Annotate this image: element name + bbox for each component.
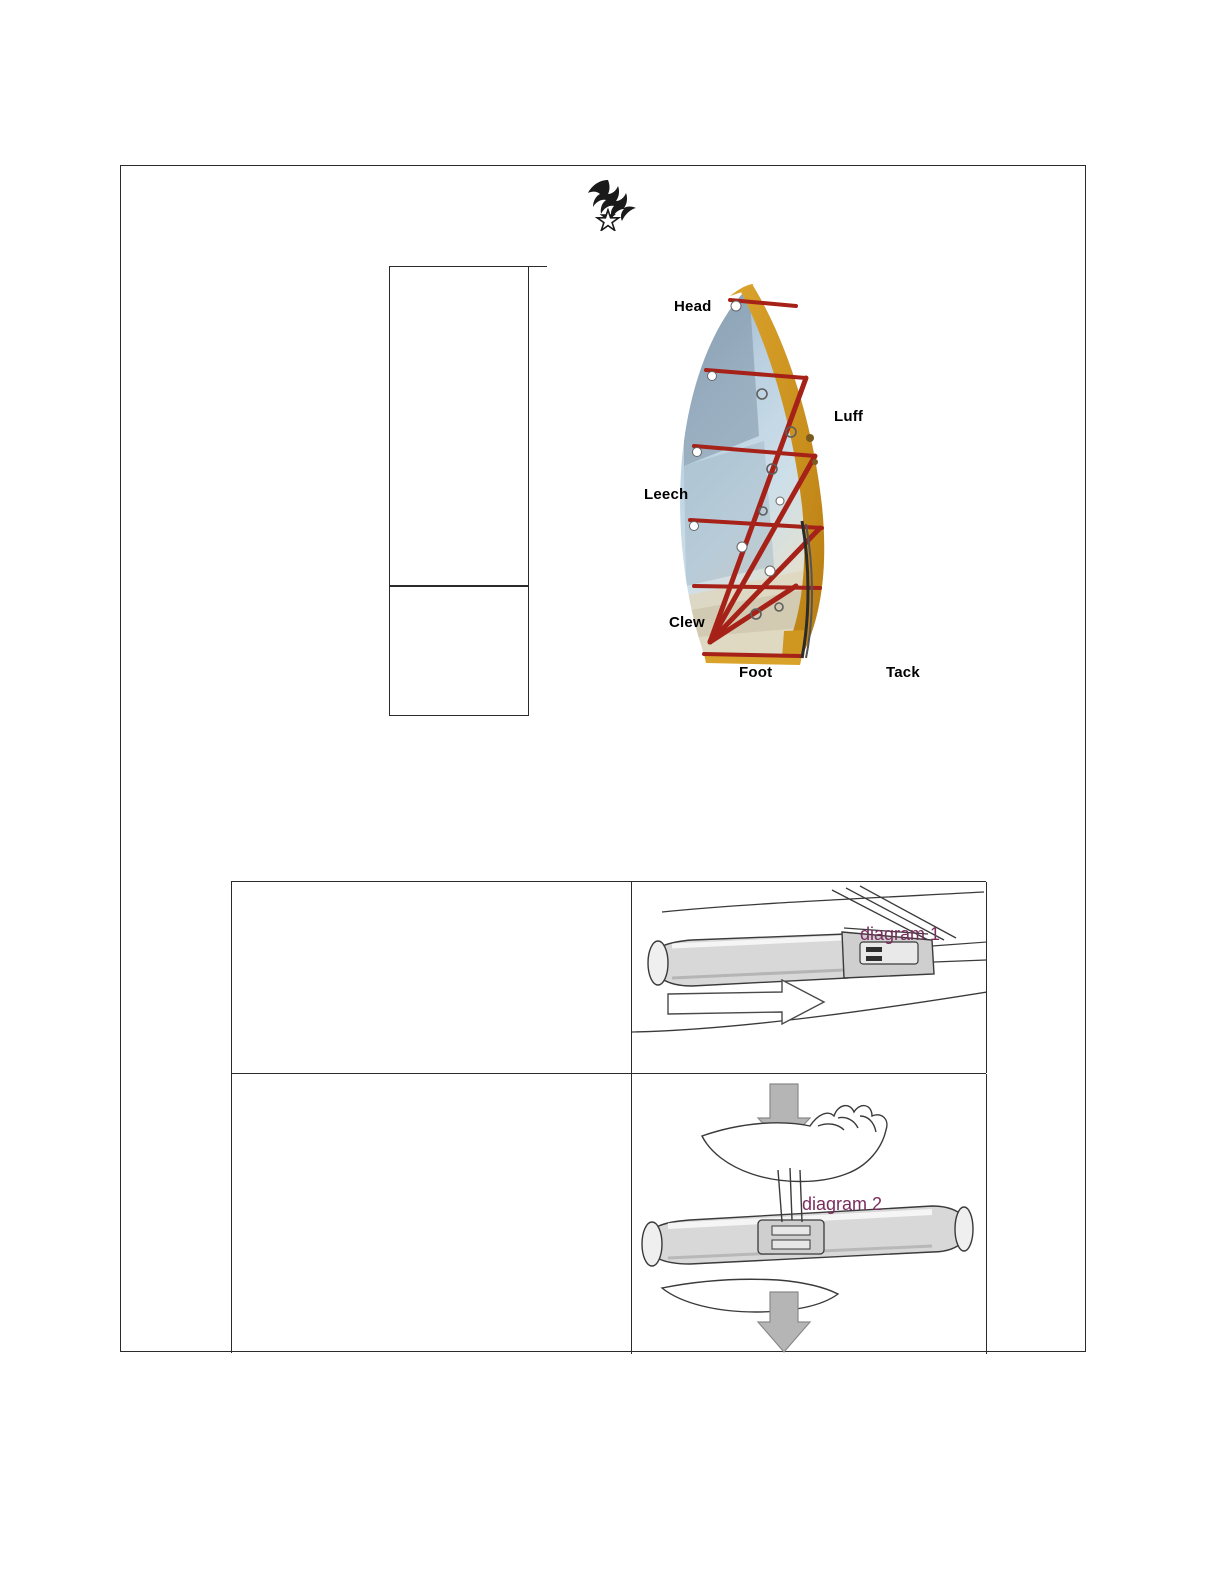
table-row [232, 1074, 986, 1354]
sail-label-tack: Tack [886, 664, 920, 681]
sail-text-box-upper [389, 266, 529, 586]
sail-label-clew: Clew [669, 614, 705, 631]
instruction-text-cell-2 [232, 1074, 632, 1354]
shell-star-logo-icon [578, 176, 638, 231]
boom-clamp-press-hands-illustration [632, 1074, 987, 1354]
sail-label-foot: Foot [739, 664, 773, 681]
sail-label-leech: Leech [644, 486, 689, 503]
instruction-text-cell-1 [232, 882, 632, 1073]
boom-clamp-slide-illustration [632, 882, 987, 1073]
table-row [232, 882, 986, 1074]
document-page [120, 165, 1086, 1352]
sail-label-head: Head [674, 298, 712, 315]
diagram-1-caption: diagram 1 [860, 924, 941, 944]
sail-text-box-lower [389, 586, 529, 716]
diagram-2-caption: diagram 2 [802, 1194, 883, 1214]
sail-figure-block [389, 266, 959, 716]
windsurf-sail-illustration [534, 266, 954, 716]
sail-label-luff: Luff [834, 408, 864, 425]
instruction-table [231, 881, 986, 1353]
